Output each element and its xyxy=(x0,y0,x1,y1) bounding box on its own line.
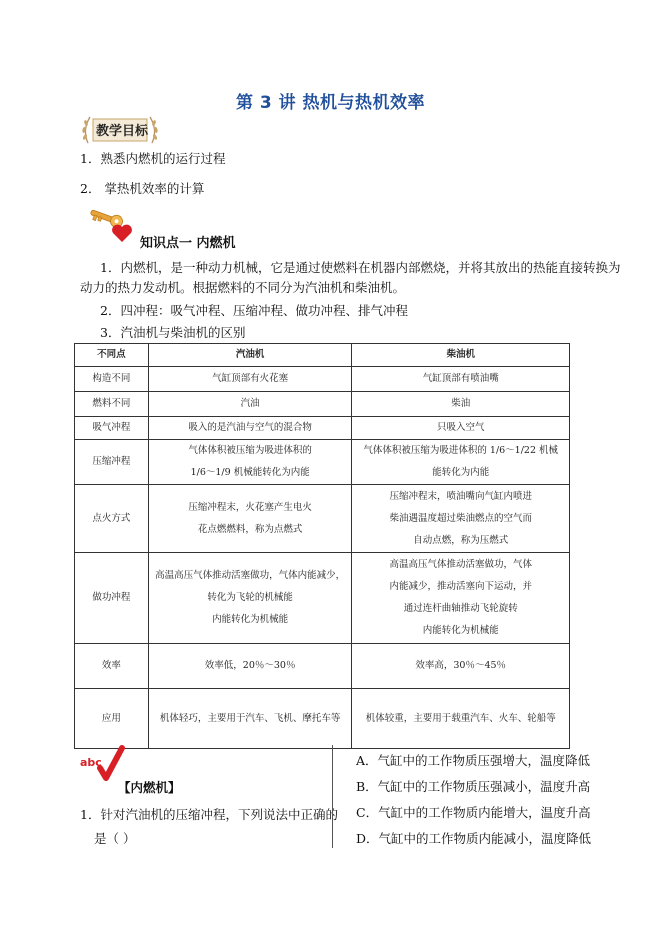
row-label: 效率 xyxy=(75,644,149,689)
gas-cell: 气缸顶部有火花塞 xyxy=(148,367,352,392)
comparison-table xyxy=(74,343,570,749)
gas-cell: 机体轻巧，主要用于汽车、飞机、摩托车等 xyxy=(148,689,352,749)
diesel-cell xyxy=(352,485,570,553)
option-d[interactable]: D．气缸中的工作物质内能减小，温度降低 xyxy=(356,831,592,846)
table-row xyxy=(75,367,570,392)
cell-line: 压缩冲程末，喷油嘴向气缸内喷进 xyxy=(389,490,532,502)
cell-line: 1/6～1/9 机械能转化为内能 xyxy=(190,467,310,478)
row-label: 燃料不同 xyxy=(75,392,149,417)
diesel-cell: 气缸顶部有喷油嘴 xyxy=(352,367,570,392)
badge-label: 教学目标 xyxy=(96,124,149,139)
row-label: 吸气冲程 xyxy=(75,417,149,440)
question-1-line1: 1．针对汽油机的压缩冲程，下列说法中正确的 xyxy=(80,807,338,822)
row-label: 点火方式 xyxy=(75,485,149,553)
option-c[interactable]: C．气缸中的工作物质内能增大，温度升高 xyxy=(356,805,591,820)
diesel-cell xyxy=(352,553,570,644)
table-row xyxy=(75,392,570,417)
knowledge-point-title: 知识点一 内燃机 xyxy=(140,236,236,251)
para3: 3．汽油机与柴油机的区别 xyxy=(100,325,246,340)
table-row xyxy=(75,440,570,485)
table-row xyxy=(75,553,570,644)
key-heart-icon xyxy=(84,206,136,246)
row-label: 压缩冲程 xyxy=(75,440,149,485)
cell-line: 能转化为内能 xyxy=(432,467,490,478)
abc-logo-text: abc xyxy=(80,756,102,769)
cell-line: 转化为飞轮的机械能 xyxy=(207,592,293,603)
table-header: 柴油机 xyxy=(352,344,570,367)
diesel-cell: 效率高，30％～45％ xyxy=(352,644,570,689)
option-b[interactable]: B．气缸中的工作物质压强减小，温度升高 xyxy=(356,779,591,794)
cell-line: 花点燃燃料，称为点燃式 xyxy=(197,523,303,535)
page-title: 第 3 讲 热机与热机效率 xyxy=(235,93,426,113)
row-label: 应用 xyxy=(75,689,149,749)
gas-cell xyxy=(148,485,352,553)
cell-line: 高温高压气体推动活塞做功，气体 xyxy=(389,559,532,570)
row-label: 构造不同 xyxy=(75,367,149,392)
goal-2: 2． 掌热机效率的计算 xyxy=(80,181,205,196)
cell-line: 内能转化为机械能 xyxy=(212,614,289,625)
table-header: 汽油机 xyxy=(148,344,352,367)
table-row xyxy=(75,689,570,749)
diesel-cell: 机体较重，主要用于载重汽车、火车、轮船等 xyxy=(352,689,570,749)
diesel-cell: 柴油 xyxy=(352,392,570,417)
cell-line: 内能减少，推动活塞向下运动，并 xyxy=(389,581,532,592)
gas-cell: 效率低，20％～30％ xyxy=(148,644,352,689)
question-1-line2: 是（ ） xyxy=(94,831,136,846)
para2: 2．四冲程：吸气冲程、压缩冲程、做功冲程、排气冲程 xyxy=(100,303,408,318)
cell-line: 柴油遇温度超过柴油燃点的空气而 xyxy=(389,512,532,524)
table-header-row xyxy=(75,344,570,367)
cell-line: 通过连杆曲轴推动飞轮旋转 xyxy=(403,603,518,614)
column-divider xyxy=(332,745,333,848)
cell-line: 气体体积被压缩为吸进体积的 1/6～1/22 机械 xyxy=(363,445,559,456)
table-row xyxy=(75,485,570,553)
diesel-cell: 只吸入空气 xyxy=(352,417,570,440)
cell-line: 高温高压气体推动活塞做功，气体内能减少， xyxy=(155,570,346,581)
table-row xyxy=(75,644,570,689)
gas-cell: 吸入的是汽油与空气的混合物 xyxy=(148,417,352,440)
para1-line2: 动力的热力发动机。根据燃料的不同分为汽油机和柴油机。 xyxy=(80,280,406,295)
table-row xyxy=(75,417,570,440)
cell-line: 压缩冲程末，火花塞产生电火 xyxy=(188,501,312,513)
goal-1: 1．熟悉内燃机的运行过程 xyxy=(80,151,226,166)
table-header: 不同点 xyxy=(75,344,149,367)
row-label: 做功冲程 xyxy=(75,553,149,644)
diesel-cell xyxy=(352,440,570,485)
option-a[interactable]: A．气缸中的工作物质压强增大，温度降低 xyxy=(356,753,591,768)
exercise-section-title: 【内燃机】 xyxy=(118,780,181,795)
gas-cell xyxy=(148,440,352,485)
cell-line: 内能转化为机械能 xyxy=(422,625,499,636)
gas-cell: 汽油 xyxy=(148,392,352,417)
para1-line1: 1．内燃机，是一种动力机械，它是通过使燃料在机器内部燃烧，并将其放出的热能直接转换为 xyxy=(100,260,621,275)
gas-cell xyxy=(148,553,352,644)
cell-line: 气体体积被压缩为吸进体积的 xyxy=(188,445,312,456)
cell-line: 自动点燃，称为压燃式 xyxy=(413,534,509,546)
